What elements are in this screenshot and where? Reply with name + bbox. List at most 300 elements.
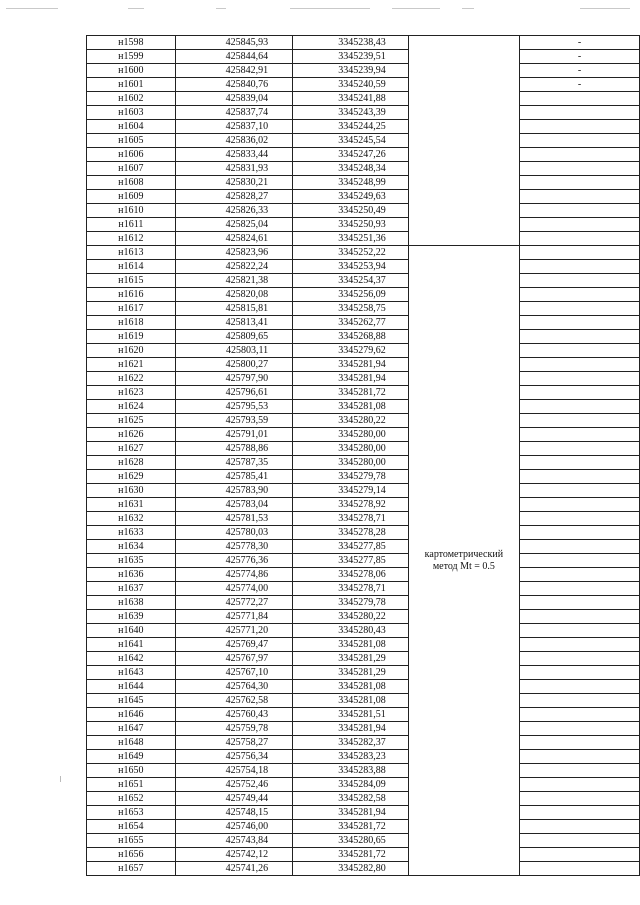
x-coordinate-cell: 425760,43 bbox=[175, 708, 292, 722]
y-coordinate-cell: 3345280,00 bbox=[293, 428, 409, 442]
table-row bbox=[87, 624, 640, 638]
x-coordinate-cell: 425795,53 bbox=[175, 400, 292, 414]
note-cell bbox=[520, 554, 640, 568]
x-coordinate-cell: 425783,04 bbox=[175, 498, 292, 512]
y-coordinate-cell: 3345278,92 bbox=[293, 498, 409, 512]
x-coordinate-cell: 425771,20 bbox=[175, 624, 292, 638]
note-cell bbox=[520, 680, 640, 694]
point-id-cell: н1604 bbox=[87, 120, 176, 134]
x-coordinate-cell: 425774,00 bbox=[175, 582, 292, 596]
table-row bbox=[87, 148, 640, 162]
point-id-cell: н1625 bbox=[87, 414, 176, 428]
x-coordinate-cell: 425813,41 bbox=[175, 316, 292, 330]
table-row bbox=[87, 722, 640, 736]
y-coordinate-cell: 3345277,85 bbox=[293, 554, 409, 568]
table-row bbox=[87, 246, 640, 260]
table-row bbox=[87, 316, 640, 330]
method-label-line-2: метод Mt = 0.5 bbox=[432, 560, 495, 572]
point-id-cell: н1617 bbox=[87, 302, 176, 316]
point-id-cell: н1637 bbox=[87, 582, 176, 596]
note-cell bbox=[520, 330, 640, 344]
y-coordinate-cell: 3345281,94 bbox=[293, 372, 409, 386]
scan-mark bbox=[60, 776, 61, 782]
note-cell bbox=[520, 624, 640, 638]
scan-artifact-strip bbox=[0, 6, 640, 12]
x-coordinate-cell: 425759,78 bbox=[175, 722, 292, 736]
x-coordinate-cell: 425762,58 bbox=[175, 694, 292, 708]
note-cell bbox=[520, 862, 640, 876]
note-cell bbox=[520, 722, 640, 736]
x-coordinate-cell: 425800,27 bbox=[175, 358, 292, 372]
note-cell bbox=[520, 792, 640, 806]
point-id-cell: н1634 bbox=[87, 540, 176, 554]
note-cell bbox=[520, 806, 640, 820]
table-row bbox=[87, 428, 640, 442]
y-coordinate-cell: 3345281,94 bbox=[293, 358, 409, 372]
method-cell-empty bbox=[408, 36, 519, 246]
note-cell bbox=[520, 218, 640, 232]
x-coordinate-cell: 425837,74 bbox=[175, 106, 292, 120]
x-coordinate-cell: 425826,33 bbox=[175, 204, 292, 218]
note-cell bbox=[520, 498, 640, 512]
table-row bbox=[87, 666, 640, 680]
method-cell bbox=[408, 246, 519, 876]
x-coordinate-cell: 425824,61 bbox=[175, 232, 292, 246]
point-id-cell: н1650 bbox=[87, 764, 176, 778]
note-cell: - bbox=[520, 36, 640, 50]
table-row bbox=[87, 834, 640, 848]
y-coordinate-cell: 3345278,71 bbox=[293, 512, 409, 526]
y-coordinate-cell: 3345281,08 bbox=[293, 400, 409, 414]
y-coordinate-cell: 3345279,78 bbox=[293, 470, 409, 484]
note-cell bbox=[520, 316, 640, 330]
x-coordinate-cell: 425839,04 bbox=[175, 92, 292, 106]
y-coordinate-cell: 3345241,88 bbox=[293, 92, 409, 106]
table-row bbox=[87, 582, 640, 596]
table-row bbox=[87, 64, 640, 78]
table-row bbox=[87, 540, 640, 554]
table-row bbox=[87, 414, 640, 428]
note-cell bbox=[520, 820, 640, 834]
point-id-cell: н1621 bbox=[87, 358, 176, 372]
table-row bbox=[87, 638, 640, 652]
x-coordinate-cell: 425787,35 bbox=[175, 456, 292, 470]
point-id-cell: н1599 bbox=[87, 50, 176, 64]
table-row bbox=[87, 358, 640, 372]
note-cell bbox=[520, 652, 640, 666]
x-coordinate-cell: 425758,27 bbox=[175, 736, 292, 750]
x-coordinate-cell: 425769,47 bbox=[175, 638, 292, 652]
table-row bbox=[87, 820, 640, 834]
point-id-cell: н1652 bbox=[87, 792, 176, 806]
x-coordinate-cell: 425825,04 bbox=[175, 218, 292, 232]
note-cell bbox=[520, 666, 640, 680]
table-row bbox=[87, 92, 640, 106]
table-row bbox=[87, 50, 640, 64]
point-id-cell: н1640 bbox=[87, 624, 176, 638]
y-coordinate-cell: 3345256,09 bbox=[293, 288, 409, 302]
x-coordinate-cell: 425822,24 bbox=[175, 260, 292, 274]
point-id-cell: н1628 bbox=[87, 456, 176, 470]
y-coordinate-cell: 3345281,29 bbox=[293, 652, 409, 666]
table-row bbox=[87, 302, 640, 316]
y-coordinate-cell: 3345281,08 bbox=[293, 638, 409, 652]
point-id-cell: н1649 bbox=[87, 750, 176, 764]
point-id-cell: н1609 bbox=[87, 190, 176, 204]
note-cell bbox=[520, 582, 640, 596]
table-row bbox=[87, 288, 640, 302]
note-cell bbox=[520, 708, 640, 722]
point-id-cell: н1619 bbox=[87, 330, 176, 344]
method-label-line-1: картометрический bbox=[424, 548, 504, 560]
point-id-cell: н1600 bbox=[87, 64, 176, 78]
note-cell bbox=[520, 638, 640, 652]
point-id-cell: н1654 bbox=[87, 820, 176, 834]
point-id-cell: н1631 bbox=[87, 498, 176, 512]
note-cell bbox=[520, 414, 640, 428]
table-row bbox=[87, 190, 640, 204]
y-coordinate-cell: 3345281,08 bbox=[293, 680, 409, 694]
point-id-cell: н1641 bbox=[87, 638, 176, 652]
y-coordinate-cell: 3345240,59 bbox=[293, 78, 409, 92]
table-row bbox=[87, 260, 640, 274]
point-id-cell: н1616 bbox=[87, 288, 176, 302]
x-coordinate-cell: 425748,15 bbox=[175, 806, 292, 820]
x-coordinate-cell: 425809,65 bbox=[175, 330, 292, 344]
note-cell bbox=[520, 400, 640, 414]
y-coordinate-cell: 3345281,08 bbox=[293, 694, 409, 708]
x-coordinate-cell: 425830,21 bbox=[175, 176, 292, 190]
x-coordinate-cell: 425767,97 bbox=[175, 652, 292, 666]
note-cell bbox=[520, 540, 640, 554]
y-coordinate-cell: 3345280,65 bbox=[293, 834, 409, 848]
y-coordinate-cell: 3345250,93 bbox=[293, 218, 409, 232]
y-coordinate-cell: 3345243,39 bbox=[293, 106, 409, 120]
note-cell bbox=[520, 428, 640, 442]
note-cell bbox=[520, 162, 640, 176]
table-row bbox=[87, 442, 640, 456]
y-coordinate-cell: 3345239,94 bbox=[293, 64, 409, 78]
y-coordinate-cell: 3345244,25 bbox=[293, 120, 409, 134]
note-cell: - bbox=[520, 78, 640, 92]
table-row bbox=[87, 330, 640, 344]
note-cell bbox=[520, 484, 640, 498]
point-id-cell: н1602 bbox=[87, 92, 176, 106]
y-coordinate-cell: 3345251,36 bbox=[293, 232, 409, 246]
table-row bbox=[87, 512, 640, 526]
point-id-cell: н1657 bbox=[87, 862, 176, 876]
note-cell bbox=[520, 470, 640, 484]
x-coordinate-cell: 425844,64 bbox=[175, 50, 292, 64]
note-cell bbox=[520, 568, 640, 582]
x-coordinate-cell: 425776,36 bbox=[175, 554, 292, 568]
x-coordinate-cell: 425781,53 bbox=[175, 512, 292, 526]
x-coordinate-cell: 425833,44 bbox=[175, 148, 292, 162]
y-coordinate-cell: 3345280,22 bbox=[293, 414, 409, 428]
y-coordinate-cell: 3345281,94 bbox=[293, 806, 409, 820]
table-row bbox=[87, 848, 640, 862]
table-row bbox=[87, 232, 640, 246]
y-coordinate-cell: 3345281,29 bbox=[293, 666, 409, 680]
y-coordinate-cell: 3345280,00 bbox=[293, 456, 409, 470]
point-id-cell: н1626 bbox=[87, 428, 176, 442]
y-coordinate-cell: 3345283,23 bbox=[293, 750, 409, 764]
point-id-cell: н1611 bbox=[87, 218, 176, 232]
x-coordinate-cell: 425767,10 bbox=[175, 666, 292, 680]
x-coordinate-cell: 425823,96 bbox=[175, 246, 292, 260]
note-cell bbox=[520, 134, 640, 148]
x-coordinate-cell: 425828,27 bbox=[175, 190, 292, 204]
y-coordinate-cell: 3345248,34 bbox=[293, 162, 409, 176]
table-row bbox=[87, 274, 640, 288]
table-row bbox=[87, 750, 640, 764]
x-coordinate-cell: 425754,18 bbox=[175, 764, 292, 778]
point-id-cell: н1642 bbox=[87, 652, 176, 666]
note-cell bbox=[520, 372, 640, 386]
note-cell bbox=[520, 526, 640, 540]
table-row bbox=[87, 372, 640, 386]
point-id-cell: н1647 bbox=[87, 722, 176, 736]
y-coordinate-cell: 3345279,14 bbox=[293, 484, 409, 498]
y-coordinate-cell: 3345245,54 bbox=[293, 134, 409, 148]
x-coordinate-cell: 425815,81 bbox=[175, 302, 292, 316]
x-coordinate-cell: 425749,44 bbox=[175, 792, 292, 806]
y-coordinate-cell: 3345278,71 bbox=[293, 582, 409, 596]
y-coordinate-cell: 3345258,75 bbox=[293, 302, 409, 316]
note-cell bbox=[520, 204, 640, 218]
point-id-cell: н1606 bbox=[87, 148, 176, 162]
table-row bbox=[87, 78, 640, 92]
point-id-cell: н1624 bbox=[87, 400, 176, 414]
table-row bbox=[87, 162, 640, 176]
point-id-cell: н1601 bbox=[87, 78, 176, 92]
table-row bbox=[87, 386, 640, 400]
note-cell bbox=[520, 260, 640, 274]
y-coordinate-cell: 3345280,22 bbox=[293, 610, 409, 624]
note-cell bbox=[520, 106, 640, 120]
note-cell bbox=[520, 288, 640, 302]
x-coordinate-cell: 425831,93 bbox=[175, 162, 292, 176]
y-coordinate-cell: 3345248,99 bbox=[293, 176, 409, 190]
coordinates-table-body bbox=[87, 36, 640, 876]
point-id-cell: н1643 bbox=[87, 666, 176, 680]
x-coordinate-cell: 425741,26 bbox=[175, 862, 292, 876]
point-id-cell: н1638 bbox=[87, 596, 176, 610]
x-coordinate-cell: 425821,38 bbox=[175, 274, 292, 288]
x-coordinate-cell: 425820,08 bbox=[175, 288, 292, 302]
x-coordinate-cell: 425791,01 bbox=[175, 428, 292, 442]
x-coordinate-cell: 425771,84 bbox=[175, 610, 292, 624]
y-coordinate-cell: 3345238,43 bbox=[293, 36, 409, 50]
table-row bbox=[87, 176, 640, 190]
table-row bbox=[87, 456, 640, 470]
table-row bbox=[87, 134, 640, 148]
point-id-cell: н1622 bbox=[87, 372, 176, 386]
point-id-cell: н1603 bbox=[87, 106, 176, 120]
y-coordinate-cell: 3345282,37 bbox=[293, 736, 409, 750]
x-coordinate-cell: 425756,34 bbox=[175, 750, 292, 764]
table-row bbox=[87, 498, 640, 512]
x-coordinate-cell: 425746,00 bbox=[175, 820, 292, 834]
table-row bbox=[87, 806, 640, 820]
point-id-cell: н1633 bbox=[87, 526, 176, 540]
point-id-cell: н1605 bbox=[87, 134, 176, 148]
note-cell: - bbox=[520, 64, 640, 78]
x-coordinate-cell: 425796,61 bbox=[175, 386, 292, 400]
note-cell bbox=[520, 456, 640, 470]
table-row bbox=[87, 764, 640, 778]
x-coordinate-cell: 425743,84 bbox=[175, 834, 292, 848]
point-id-cell: н1607 bbox=[87, 162, 176, 176]
x-coordinate-cell: 425797,90 bbox=[175, 372, 292, 386]
y-coordinate-cell: 3345281,72 bbox=[293, 848, 409, 862]
point-id-cell: н1629 bbox=[87, 470, 176, 484]
note-cell bbox=[520, 750, 640, 764]
x-coordinate-cell: 425788,86 bbox=[175, 442, 292, 456]
point-id-cell: н1653 bbox=[87, 806, 176, 820]
y-coordinate-cell: 3345281,72 bbox=[293, 820, 409, 834]
table-row bbox=[87, 652, 640, 666]
y-coordinate-cell: 3345253,94 bbox=[293, 260, 409, 274]
point-id-cell: н1614 bbox=[87, 260, 176, 274]
note-cell bbox=[520, 596, 640, 610]
point-id-cell: н1623 bbox=[87, 386, 176, 400]
table-row bbox=[87, 120, 640, 134]
note-cell bbox=[520, 274, 640, 288]
note-cell: - bbox=[520, 50, 640, 64]
point-id-cell: н1655 bbox=[87, 834, 176, 848]
y-coordinate-cell: 3345284,09 bbox=[293, 778, 409, 792]
y-coordinate-cell: 3345252,22 bbox=[293, 246, 409, 260]
y-coordinate-cell: 3345278,06 bbox=[293, 568, 409, 582]
point-id-cell: н1627 bbox=[87, 442, 176, 456]
note-cell bbox=[520, 764, 640, 778]
note-cell bbox=[520, 92, 640, 106]
table-row bbox=[87, 680, 640, 694]
point-id-cell: н1618 bbox=[87, 316, 176, 330]
table-row bbox=[87, 470, 640, 484]
table-row bbox=[87, 792, 640, 806]
note-cell bbox=[520, 694, 640, 708]
y-coordinate-cell: 3345281,94 bbox=[293, 722, 409, 736]
note-cell bbox=[520, 190, 640, 204]
table-row bbox=[87, 610, 640, 624]
coordinates-table bbox=[86, 35, 640, 876]
y-coordinate-cell: 3345282,58 bbox=[293, 792, 409, 806]
table-row bbox=[87, 778, 640, 792]
y-coordinate-cell: 3345249,63 bbox=[293, 190, 409, 204]
y-coordinate-cell: 3345279,78 bbox=[293, 596, 409, 610]
y-coordinate-cell: 3345254,37 bbox=[293, 274, 409, 288]
x-coordinate-cell: 425774,86 bbox=[175, 568, 292, 582]
point-id-cell: н1608 bbox=[87, 176, 176, 190]
note-cell bbox=[520, 736, 640, 750]
x-coordinate-cell: 425772,27 bbox=[175, 596, 292, 610]
point-id-cell: н1598 bbox=[87, 36, 176, 50]
point-id-cell: н1615 bbox=[87, 274, 176, 288]
table-row bbox=[87, 568, 640, 582]
table-row bbox=[87, 204, 640, 218]
note-cell bbox=[520, 834, 640, 848]
x-coordinate-cell: 425840,76 bbox=[175, 78, 292, 92]
y-coordinate-cell: 3345281,72 bbox=[293, 386, 409, 400]
table-row bbox=[87, 344, 640, 358]
y-coordinate-cell: 3345250,49 bbox=[293, 204, 409, 218]
x-coordinate-cell: 425764,30 bbox=[175, 680, 292, 694]
x-coordinate-cell: 425783,90 bbox=[175, 484, 292, 498]
table-row bbox=[87, 736, 640, 750]
point-id-cell: н1651 bbox=[87, 778, 176, 792]
note-cell bbox=[520, 778, 640, 792]
table-row bbox=[87, 400, 640, 414]
y-coordinate-cell: 3345247,26 bbox=[293, 148, 409, 162]
note-cell bbox=[520, 386, 640, 400]
table-row bbox=[87, 708, 640, 722]
table-row bbox=[87, 218, 640, 232]
note-cell bbox=[520, 232, 640, 246]
x-coordinate-cell: 425836,02 bbox=[175, 134, 292, 148]
x-coordinate-cell: 425785,41 bbox=[175, 470, 292, 484]
point-id-cell: н1639 bbox=[87, 610, 176, 624]
note-cell bbox=[520, 442, 640, 456]
point-id-cell: н1630 bbox=[87, 484, 176, 498]
table-row bbox=[87, 694, 640, 708]
point-id-cell: н1620 bbox=[87, 344, 176, 358]
point-id-cell: н1632 bbox=[87, 512, 176, 526]
point-id-cell: н1612 bbox=[87, 232, 176, 246]
point-id-cell: н1644 bbox=[87, 680, 176, 694]
point-id-cell: н1645 bbox=[87, 694, 176, 708]
x-coordinate-cell: 425780,03 bbox=[175, 526, 292, 540]
point-id-cell: н1610 bbox=[87, 204, 176, 218]
y-coordinate-cell: 3345277,85 bbox=[293, 540, 409, 554]
table-row bbox=[87, 596, 640, 610]
y-coordinate-cell: 3345280,00 bbox=[293, 442, 409, 456]
y-coordinate-cell: 3345279,62 bbox=[293, 344, 409, 358]
x-coordinate-cell: 425837,10 bbox=[175, 120, 292, 134]
y-coordinate-cell: 3345282,80 bbox=[293, 862, 409, 876]
point-id-cell: н1613 bbox=[87, 246, 176, 260]
table-row bbox=[87, 36, 640, 50]
y-coordinate-cell: 3345280,43 bbox=[293, 624, 409, 638]
x-coordinate-cell: 425752,46 bbox=[175, 778, 292, 792]
table-row bbox=[87, 484, 640, 498]
note-cell bbox=[520, 120, 640, 134]
point-id-cell: н1646 bbox=[87, 708, 176, 722]
x-coordinate-cell: 425803,11 bbox=[175, 344, 292, 358]
note-cell bbox=[520, 358, 640, 372]
note-cell bbox=[520, 302, 640, 316]
note-cell bbox=[520, 246, 640, 260]
point-id-cell: н1656 bbox=[87, 848, 176, 862]
note-cell bbox=[520, 148, 640, 162]
point-id-cell: н1636 bbox=[87, 568, 176, 582]
x-coordinate-cell: 425742,12 bbox=[175, 848, 292, 862]
point-id-cell: н1648 bbox=[87, 736, 176, 750]
point-id-cell: н1635 bbox=[87, 554, 176, 568]
x-coordinate-cell: 425778,30 bbox=[175, 540, 292, 554]
note-cell bbox=[520, 848, 640, 862]
x-coordinate-cell: 425793,59 bbox=[175, 414, 292, 428]
y-coordinate-cell: 3345278,28 bbox=[293, 526, 409, 540]
note-cell bbox=[520, 176, 640, 190]
y-coordinate-cell: 3345281,51 bbox=[293, 708, 409, 722]
table-row bbox=[87, 106, 640, 120]
y-coordinate-cell: 3345268,88 bbox=[293, 330, 409, 344]
table-row bbox=[87, 554, 640, 568]
note-cell bbox=[520, 610, 640, 624]
note-cell bbox=[520, 512, 640, 526]
